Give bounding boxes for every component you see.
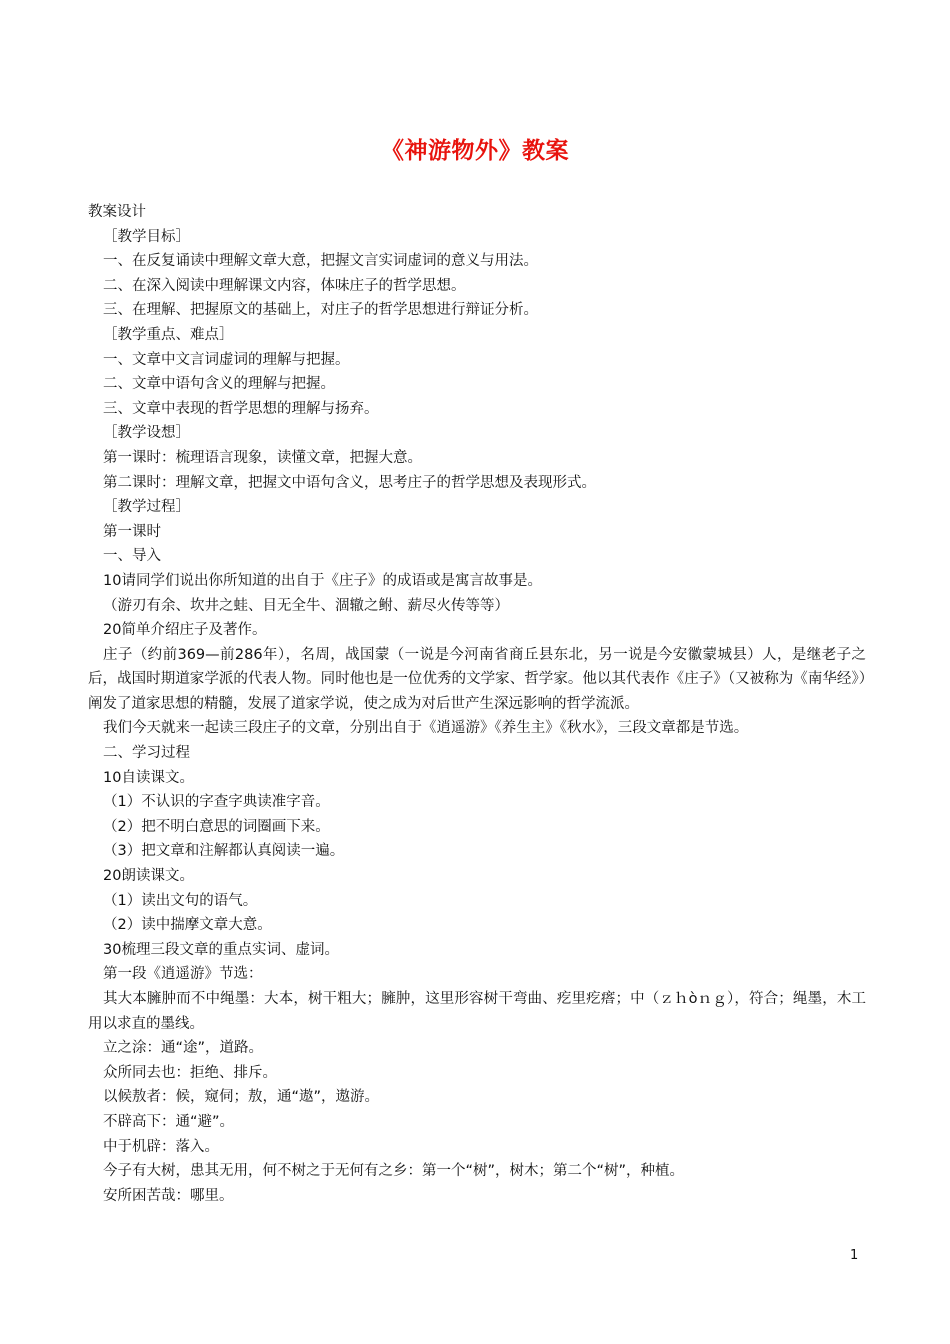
text-line: 第一课时：梳理语言现象，读懂文章，把握大意。 [103,449,422,466]
text-line: 20朗读课文。 [103,868,194,885]
text-line: 第一课时 [103,523,161,540]
text-line: （2）读中揣摩文章大意。 [103,917,272,934]
text-line: 20简单介绍庄子及著作。 [103,622,267,639]
text-line: 不辟高下：通“避”。 [103,1113,235,1130]
text-line: （1）不认识的字查字典读准字音。 [103,794,330,811]
text-line: ［教学过程］ [103,499,190,516]
text-line: ［教学目标］ [103,228,190,245]
document-body [88,200,866,1208]
text-line: 第一段《逍遥游》节选： [103,966,263,983]
text-line: 一、导入 [103,548,161,565]
text-line: 10请同学们说出你所知道的出自于《庄子》的成语或是寓言故事是。 [103,572,542,589]
text-line: 二、在深入阅读中理解课文内容，体味庄子的哲学思想。 [103,277,466,294]
text-line: （2）把不明白意思的词圈画下来。 [103,818,330,835]
text-line: （1）读出文句的语气。 [103,892,258,909]
text-line: 一、文章中文言词虚词的理解与把握。 [103,351,350,368]
text-line: 庄子（约前369—前286年），名周，战国蒙（一说是今河南省商丘县东北，另一说是今安徽蒙城县）人，是继老子之后，战国时期道家学派的代表人物。同时他也是一位优秀的文学家、哲学家。他以其代表作《庄子》（又被称为《南华经》）阐发了道家思想的精髓，发展了道家学说，使之成为对后世产生深远影响的哲学流派。 [88,646,866,712]
text-line: 30梳理三段文章的重点实词、虚词。 [103,941,339,958]
text-line: 二、学习过程 [103,745,190,762]
text-line: （3）把文章和注解都认真阅读一遍。 [103,843,345,860]
text-line: （游刃有余、坎井之蛙、目无全牛、涸辙之鲋、薪尽火传等等） [103,597,509,614]
text-line: ［教学重点、难点］ [103,326,234,343]
text-line: 其大本臃肿而不中绳墨：大本，树干粗大；臃肿，这里形容树干弯曲、疙里疙瘩；中（ｚｈòｎｇ），符合；绳墨，木工用以求直的墨线。 [88,991,866,1032]
text-line: 立之涂：通“途”，道路。 [103,1040,264,1057]
text-line: 教案设计 [88,204,146,220]
text-line: 三、在理解、把握原文的基础上，对庄子的哲学思想进行辩证分析。 [103,302,538,319]
text-line: 今子有大树，患其无用，何不树之于无何有之乡：第一个“树”，树木；第二个“树”，种植。 [103,1163,685,1180]
text-line: 三、文章中表现的哲学思想的理解与扬弃。 [103,400,379,417]
text-line: 一、在反复诵读中理解文章大意，把握文言实词虚词的意义与用法。 [103,253,538,270]
document-title: 《神游物外》教案 [381,138,569,164]
text-line: 以候敖者：候，窥伺；敖，通“遨”，遨游。 [103,1089,380,1106]
text-line: 10自读课文。 [103,769,194,786]
text-line: 中于机辟：落入。 [103,1138,219,1155]
page-number: 1 [850,1248,859,1263]
text-line: 二、文章中语句含义的理解与把握。 [103,376,335,393]
text-line: 我们今天就来一起读三段庄子的文章，分别出自于《逍遥游》《养生主》《秋水》，三段文章都是节选。 [103,720,749,737]
text-line: 第二课时：理解文章，把握文中语句含义，思考庄子的哲学思想及表现形式。 [103,474,596,491]
text-line: 安所困苦哉：哪里。 [103,1187,234,1204]
text-line: ［教学设想］ [103,425,190,442]
text-line: 众所同去也：拒绝、排斥。 [103,1064,277,1081]
